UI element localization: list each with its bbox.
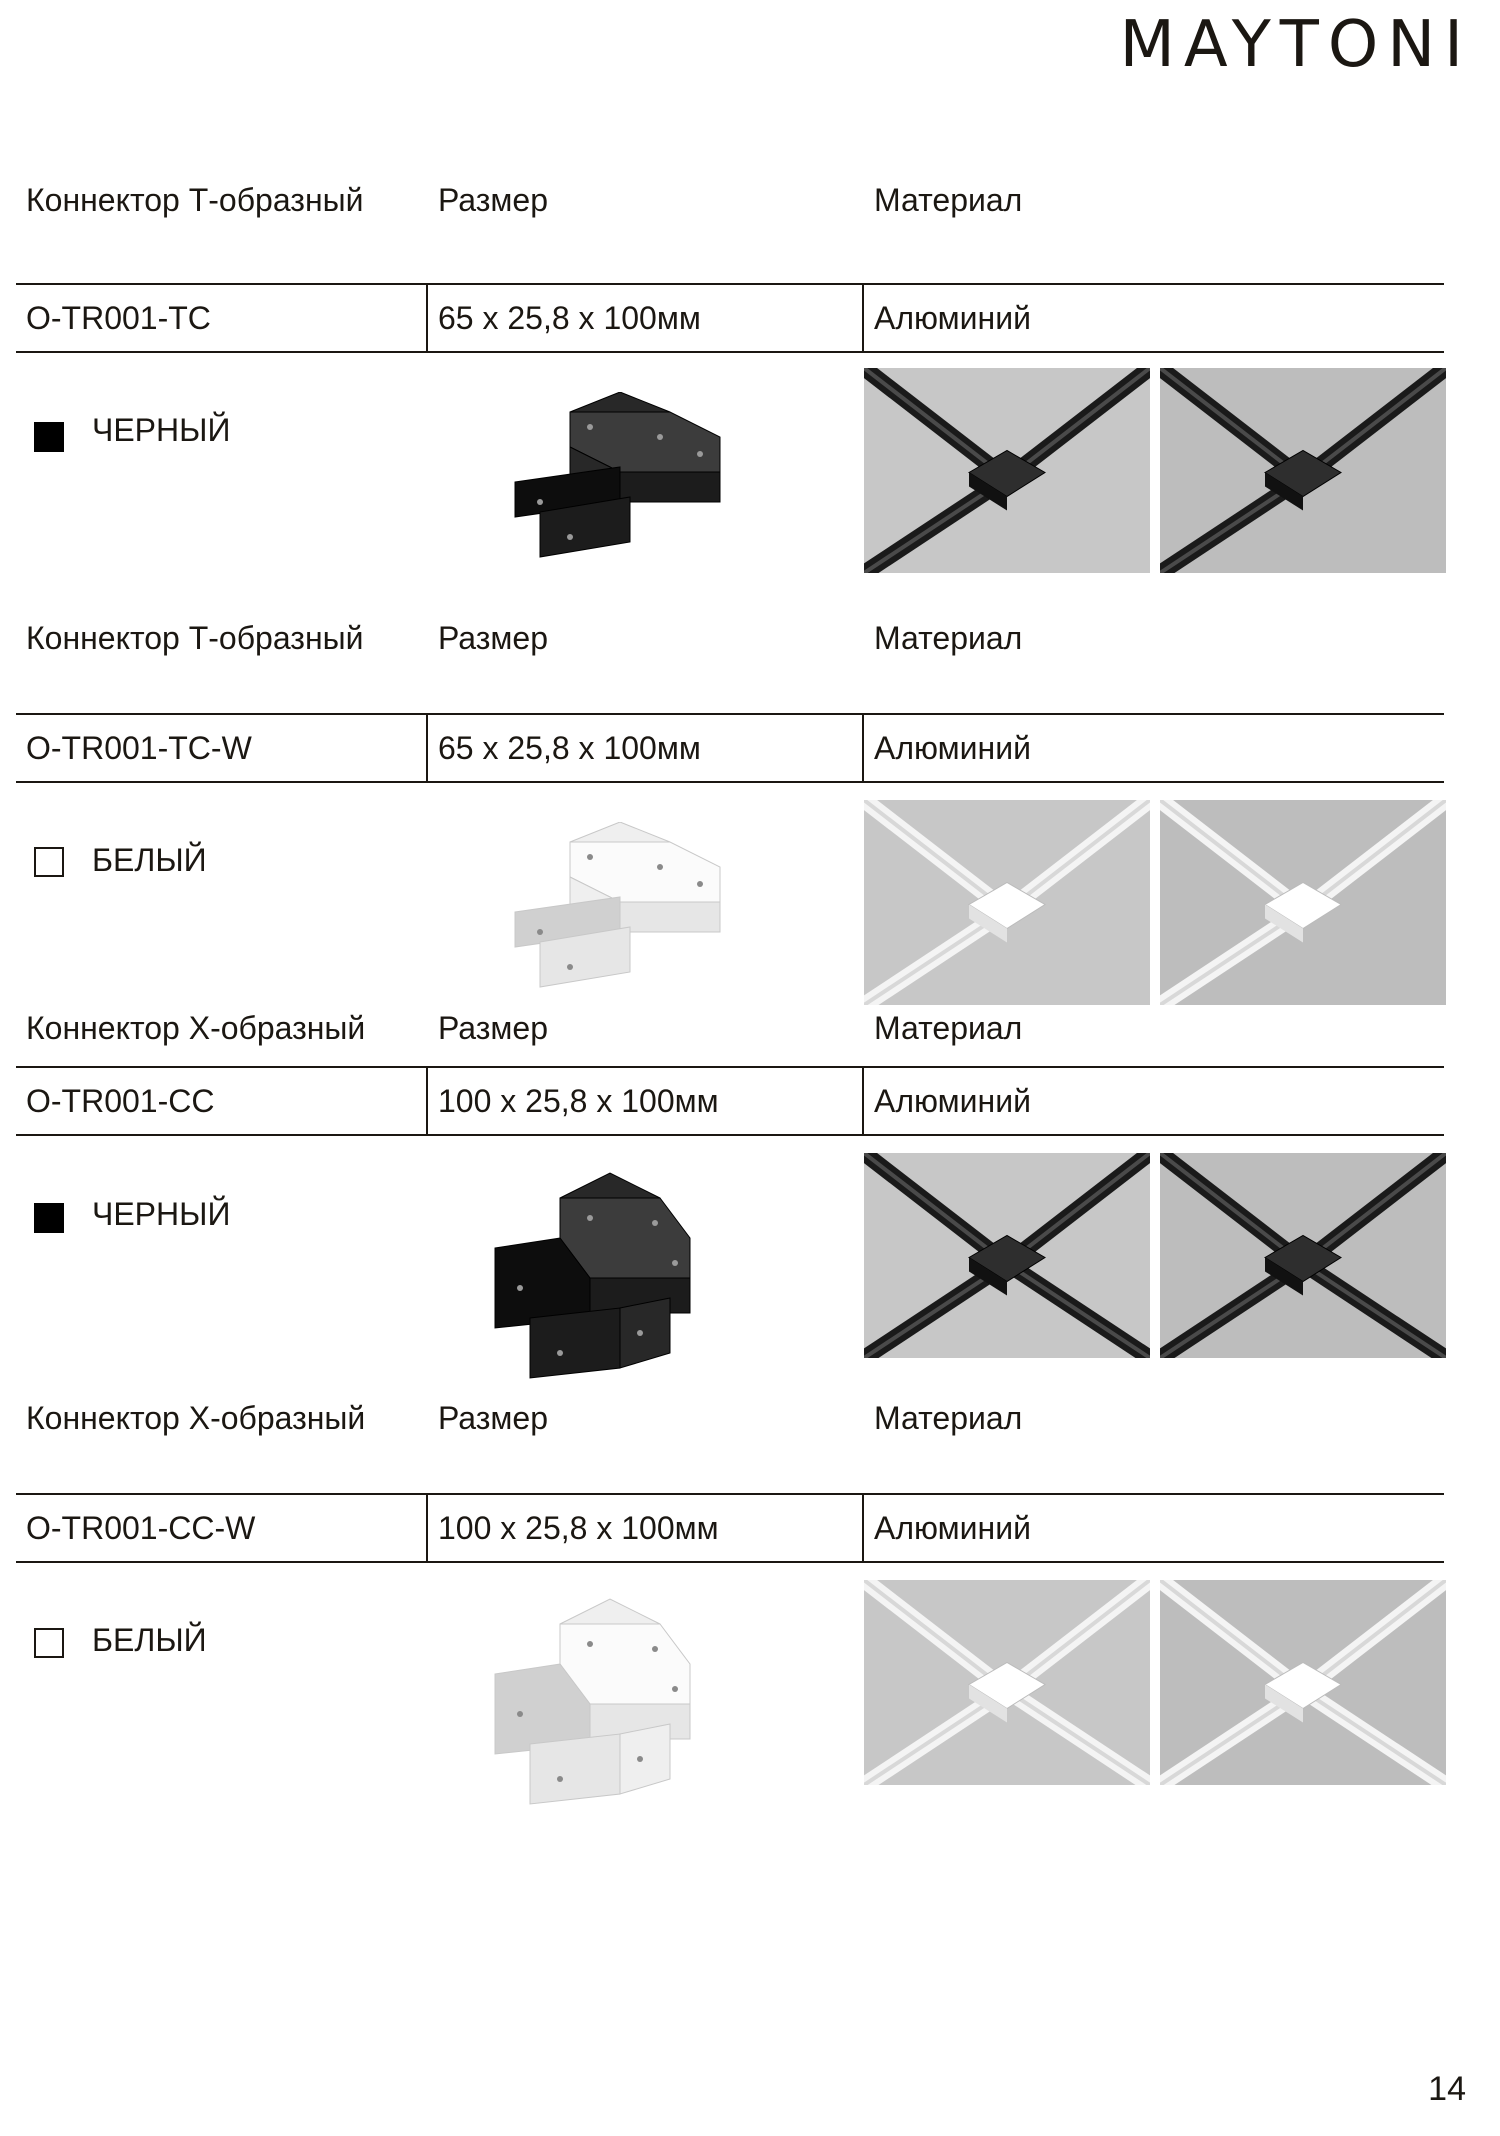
column-divider bbox=[862, 1495, 864, 1561]
mounting-hole bbox=[637, 1330, 643, 1336]
mounting-hole bbox=[697, 881, 703, 887]
connector-product-image bbox=[490, 1594, 720, 1819]
product-title: Коннектор Х-образный bbox=[26, 1010, 366, 1046]
column-divider bbox=[862, 715, 864, 781]
track-installation-render bbox=[864, 1580, 1150, 1785]
brand-logo: MAYTONI bbox=[1119, 8, 1472, 82]
column-divider bbox=[862, 1068, 864, 1134]
product-title: Коннектор Т-образный bbox=[26, 620, 364, 656]
connector-bottom-arm bbox=[530, 1734, 620, 1804]
installation-scene-image bbox=[1160, 368, 1446, 573]
mounting-hole bbox=[557, 1776, 563, 1782]
size-header: Размер bbox=[438, 620, 548, 656]
mounting-hole bbox=[587, 424, 593, 430]
connector-product-image bbox=[510, 822, 730, 1002]
color-swatch-white bbox=[34, 1628, 64, 1658]
installation-scene-image bbox=[1160, 1580, 1446, 1785]
size-value: 65 x 25,8 x 100мм bbox=[438, 730, 701, 766]
material-value: Алюминий bbox=[874, 1083, 1031, 1119]
mounting-hole bbox=[697, 451, 703, 457]
mounting-hole bbox=[657, 864, 663, 870]
track-installation-render bbox=[1160, 1580, 1446, 1785]
mounting-hole bbox=[587, 854, 593, 860]
material-value: Алюминий bbox=[874, 1510, 1031, 1546]
connector-bottom-arm bbox=[620, 1724, 670, 1794]
size-value: 65 x 25,8 x 100мм bbox=[438, 300, 701, 336]
spec-row bbox=[16, 1066, 1444, 1136]
mounting-hole bbox=[587, 1215, 593, 1221]
article-number: O-TR001-TC-W bbox=[26, 730, 252, 766]
article-number: O-TR001-CC bbox=[26, 1083, 215, 1119]
track-installation-render bbox=[864, 1153, 1150, 1358]
mounting-hole bbox=[637, 1756, 643, 1762]
mounting-hole bbox=[517, 1711, 523, 1717]
size-header: Размер bbox=[438, 1400, 548, 1436]
installation-scene-image bbox=[864, 1153, 1150, 1358]
installation-scene-image bbox=[1160, 1153, 1446, 1358]
x-connector-illustration bbox=[490, 1168, 720, 1388]
t-connector-illustration bbox=[510, 822, 730, 997]
article-number: O-TR001-CC-W bbox=[26, 1510, 256, 1546]
mounting-hole bbox=[652, 1646, 658, 1652]
mounting-hole bbox=[567, 964, 573, 970]
track-installation-render bbox=[1160, 1153, 1446, 1358]
column-divider bbox=[426, 285, 428, 351]
mounting-hole bbox=[587, 1641, 593, 1647]
column-divider bbox=[426, 715, 428, 781]
mounting-hole bbox=[567, 534, 573, 540]
t-connector-illustration bbox=[510, 392, 730, 567]
material-value: Алюминий bbox=[874, 730, 1031, 766]
color-swatch-black bbox=[34, 422, 64, 452]
mounting-hole bbox=[657, 434, 663, 440]
color-swatch-black bbox=[34, 1203, 64, 1233]
connector-side-face bbox=[560, 1599, 660, 1624]
mounting-hole bbox=[672, 1686, 678, 1692]
spec-row bbox=[16, 713, 1444, 783]
size-header: Размер bbox=[438, 182, 548, 218]
material-header: Материал bbox=[874, 1400, 1023, 1436]
mounting-hole bbox=[652, 1220, 658, 1226]
track-installation-render bbox=[864, 800, 1150, 1005]
color-label: БЕЛЫЙ bbox=[92, 1622, 207, 1658]
size-value: 100 x 25,8 x 100мм bbox=[438, 1510, 719, 1546]
material-header: Материал bbox=[874, 1010, 1023, 1046]
mounting-hole bbox=[517, 1285, 523, 1291]
mounting-hole bbox=[557, 1350, 563, 1356]
mounting-hole bbox=[537, 499, 543, 505]
column-divider bbox=[862, 285, 864, 351]
spec-row bbox=[16, 1493, 1444, 1563]
material-header: Материал bbox=[874, 182, 1023, 218]
mounting-hole bbox=[537, 929, 543, 935]
size-header: Размер bbox=[438, 1010, 548, 1046]
connector-side-face bbox=[570, 392, 670, 412]
installation-scene-image bbox=[864, 800, 1150, 1005]
column-divider bbox=[426, 1068, 428, 1134]
article-number: O-TR001-TC bbox=[26, 300, 211, 336]
color-label: ЧЕРНЫЙ bbox=[92, 1196, 231, 1232]
installation-scene-image bbox=[1160, 800, 1446, 1005]
track-installation-render bbox=[1160, 800, 1446, 1005]
installation-scene-image bbox=[864, 368, 1150, 573]
connector-product-image bbox=[510, 392, 730, 572]
connector-bottom-arm bbox=[620, 1298, 670, 1368]
color-label: ЧЕРНЫЙ bbox=[92, 412, 231, 448]
product-title: Коннектор Х-образный bbox=[26, 1400, 366, 1436]
connector-side-face bbox=[570, 822, 670, 842]
column-divider bbox=[426, 1495, 428, 1561]
installation-scene-image bbox=[864, 1580, 1150, 1785]
connector-side-face bbox=[560, 1173, 660, 1198]
connector-bottom-arm bbox=[530, 1308, 620, 1378]
connector-front-face bbox=[620, 902, 720, 932]
spec-row bbox=[16, 283, 1444, 353]
x-connector-illustration bbox=[490, 1594, 720, 1814]
material-value: Алюминий bbox=[874, 300, 1031, 336]
connector-front-face bbox=[620, 472, 720, 502]
size-value: 100 x 25,8 x 100мм bbox=[438, 1083, 719, 1119]
track-installation-render bbox=[864, 368, 1150, 573]
connector-product-image bbox=[490, 1168, 720, 1393]
material-header: Материал bbox=[874, 620, 1023, 656]
product-title: Коннектор Т-образный bbox=[26, 182, 364, 218]
color-label: БЕЛЫЙ bbox=[92, 842, 207, 878]
mounting-hole bbox=[672, 1260, 678, 1266]
page-number: 14 bbox=[1428, 2070, 1466, 2108]
color-swatch-white bbox=[34, 847, 64, 877]
track-installation-render bbox=[1160, 368, 1446, 573]
